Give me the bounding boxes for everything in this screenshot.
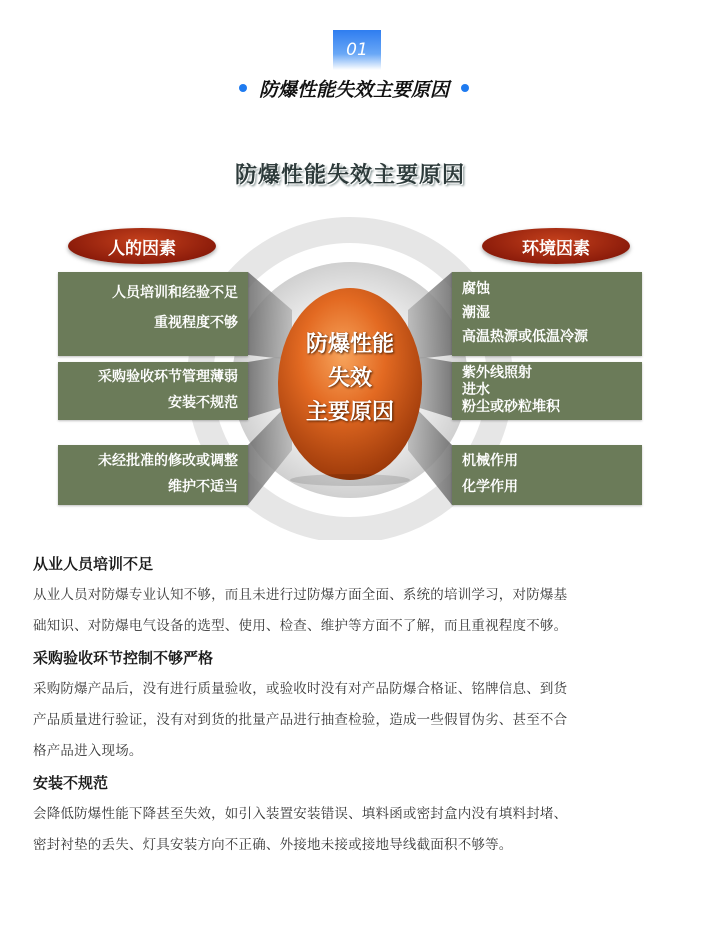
section-heading: 安装不规范 bbox=[33, 774, 109, 792]
section-heading: 从业人员培训不足 bbox=[33, 555, 154, 573]
article-section-procurement bbox=[33, 642, 681, 767]
environment-factor-box-1 bbox=[452, 272, 642, 356]
human-factors-text: 人的因素 bbox=[108, 238, 176, 259]
factor-text: 紫外线照射 bbox=[462, 365, 532, 381]
factor-text: 机械作用 bbox=[462, 453, 518, 469]
factor-text: 重视程度不够 bbox=[154, 315, 238, 331]
bullet-dot-icon bbox=[461, 84, 469, 92]
factor-text: 人员培训和经验不足 bbox=[112, 285, 238, 301]
factor-text: 粉尘或砂粒堆积 bbox=[462, 399, 560, 415]
center-label bbox=[280, 328, 420, 430]
human-factor-box-2 bbox=[58, 362, 248, 420]
paragraph-line: 会降低防爆性能下降甚至失效，如引入装置安装错误、填料函或密封盒内没有填料封堵、 bbox=[33, 806, 568, 822]
environment-factors-text: 环境因素 bbox=[522, 238, 590, 259]
paragraph-line: 产品质量进行验证，没有对到货的批量产品进行抽查检验，造成一些假冒伪劣、甚至不合 bbox=[33, 712, 568, 728]
factor-text: 潮湿 bbox=[462, 305, 490, 321]
factor-text: 未经批准的修改或调整 bbox=[98, 453, 238, 469]
factor-text: 采购验收环节管理薄弱 bbox=[98, 369, 238, 385]
diagram-title: 防爆性能失效主要原因 bbox=[234, 163, 465, 188]
section-title: 防爆性能失效主要原因 bbox=[258, 78, 449, 101]
paragraph-line: 础知识、对防爆电气设备的选型、使用、检查、维护等方面不了解，而且重视程度不够。 bbox=[33, 618, 568, 634]
paragraph-line: 密封衬垫的丢失、灯具安装方向不正确、外接地未接或接地导线截面积不够等。 bbox=[33, 837, 513, 853]
environment-factors-label bbox=[482, 228, 630, 264]
factor-text: 进水 bbox=[462, 382, 490, 398]
factor-text: 维护不适当 bbox=[168, 479, 238, 495]
failure-causes-diagram bbox=[50, 150, 650, 540]
center-ball-shadow bbox=[290, 474, 410, 486]
human-factor-box-3 bbox=[58, 445, 248, 505]
section-number: 01 bbox=[346, 40, 368, 60]
article-section-training bbox=[33, 548, 681, 642]
center-line: 失效 bbox=[327, 366, 372, 391]
environment-factor-box-2 bbox=[452, 362, 642, 420]
paragraph-line: 采购防爆产品后，没有进行质量验收，或验收时没有对产品防爆合格证、铭牌信息、到货 bbox=[33, 681, 568, 697]
article-body bbox=[33, 548, 681, 861]
center-line: 主要原因 bbox=[305, 400, 394, 425]
section-number-badge bbox=[333, 30, 381, 70]
factor-text: 高温热源或低温冷源 bbox=[462, 329, 588, 345]
article-section-installation bbox=[33, 767, 681, 861]
environment-factor-box-3 bbox=[452, 445, 642, 505]
human-factor-box-1 bbox=[58, 272, 248, 356]
factor-text: 化学作用 bbox=[462, 479, 518, 495]
center-line: 防爆性能 bbox=[305, 332, 394, 357]
section-title-row bbox=[0, 74, 708, 102]
section-heading: 采购验收环节控制不够严格 bbox=[33, 649, 214, 667]
human-factors-label bbox=[68, 228, 216, 264]
paragraph-line: 从业人员对防爆专业认知不够，而且未进行过防爆方面全面、系统的培训学习，对防爆基 bbox=[33, 587, 568, 603]
bullet-dot-icon bbox=[239, 84, 247, 92]
factor-text: 安装不规范 bbox=[168, 395, 238, 411]
factor-text: 腐蚀 bbox=[462, 281, 490, 297]
paragraph-line: 格产品进入现场。 bbox=[33, 743, 143, 759]
